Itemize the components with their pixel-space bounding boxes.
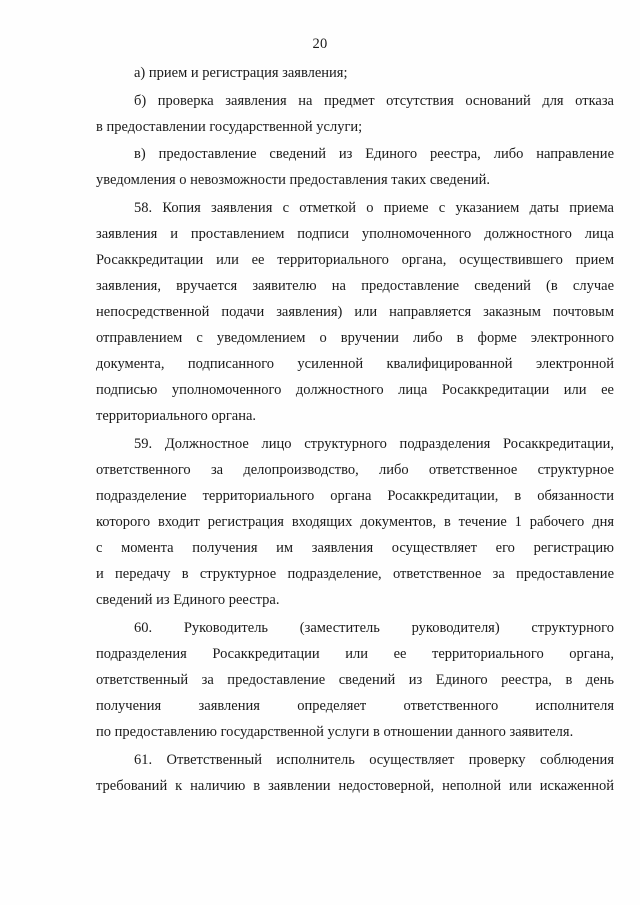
text-line: и передачу в структурное подразделение, ответственное за предоставление: [96, 566, 614, 582]
text-line: 59. Должностное лицо структурного подразделения Росаккредитации,: [134, 436, 614, 452]
text-line: Росаккредитации или ее территориального органа, осуществившего прием: [96, 252, 614, 268]
text-line: по предоставлению государственной услуги в отношении данного заявителя.: [96, 724, 574, 740]
text-line: требований к наличию в заявлении недостоверной, неполной или искаженной: [96, 778, 614, 794]
text-line: заявления и проставлением подписи уполномоченного должностного лица: [96, 226, 614, 242]
text-line: непосредственной подачи заявления) или направляется заказным почтовым: [96, 304, 614, 320]
text-line: в) предоставление сведений из Единого реестра, либо направление: [134, 146, 614, 162]
text-line: документа, подписанного усиленной квалифицированной электронной: [96, 356, 614, 372]
text-line: сведений из Единого реестра.: [96, 592, 280, 608]
text-line: территориального органа.: [96, 408, 257, 424]
text-line: 60. Руководитель (заместитель руководителя) структурного: [134, 620, 614, 636]
text-line: подписью уполномоченного должностного лица Росаккредитации или ее: [96, 382, 614, 398]
text-line: которого входит регистрация входящих документов, в течение 1 рабочего дня: [96, 514, 614, 530]
text-line: а) прием и регистрация заявления;: [134, 65, 348, 81]
text-line: уведомления о невозможности предоставления таких сведений.: [96, 172, 491, 188]
text-line: ответственный за предоставление сведений из Единого реестра, в день: [96, 672, 614, 688]
text-line: 58. Копия заявления с отметкой о приеме с указанием даты приема: [134, 200, 614, 216]
text-line: в предоставлении государственной услуги;: [96, 119, 363, 135]
text-line: подразделения Росаккредитации или ее территориального органа,: [96, 646, 614, 662]
text-line: с момента получения им заявления осуществляет его регистрацию: [96, 540, 614, 556]
text-line: заявления, вручается заявителю на предоставление сведений (в случае: [96, 278, 614, 294]
page-number: 20: [312, 36, 328, 52]
text-line: 61. Ответственный исполнитель осуществляет проверку соблюдения: [134, 752, 614, 768]
text-line: получения заявления определяет ответственного исполнителя: [96, 698, 614, 714]
text-line: отправлением с уведомлением о вручении либо в форме электронного: [96, 330, 614, 346]
text-line: б) проверка заявления на предмет отсутствия оснований для отказа: [134, 93, 614, 109]
text-line: подразделение территориального органа Росаккредитации, в обязанности: [96, 488, 614, 504]
text-line: ответственного за делопроизводство, либо ответственное структурное: [96, 462, 614, 478]
